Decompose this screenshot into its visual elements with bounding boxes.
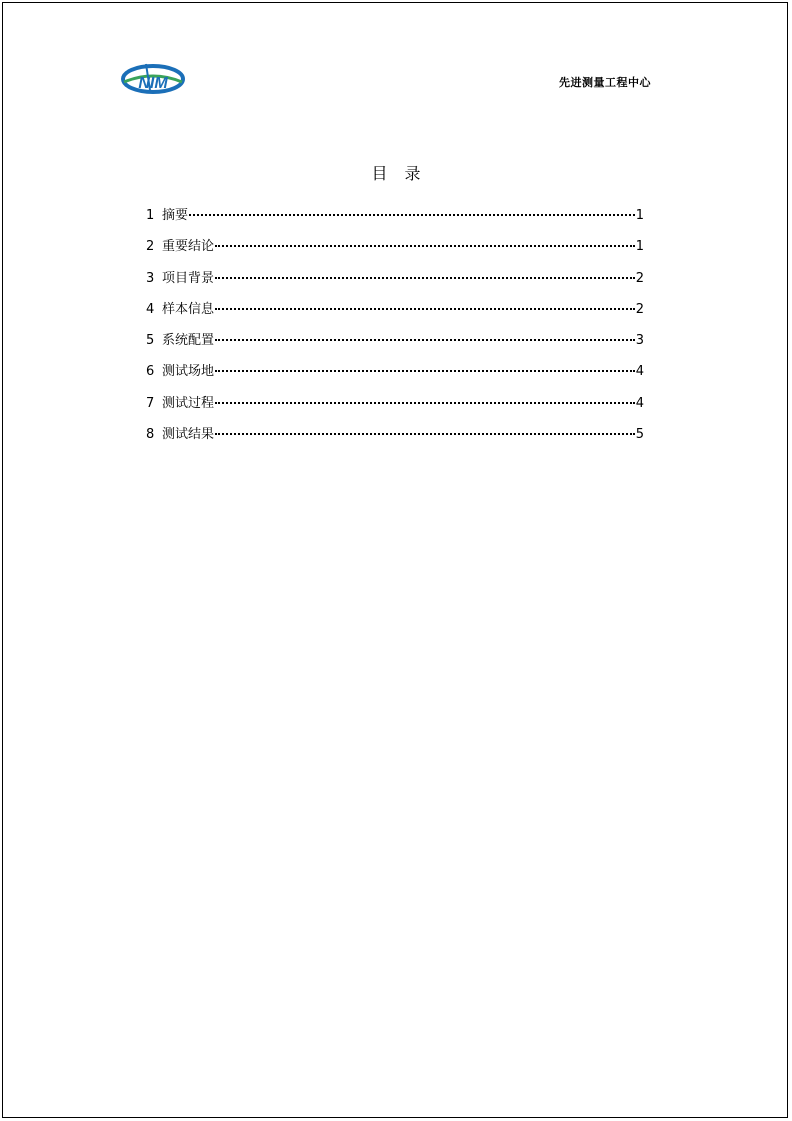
toc-entry-page: 1 bbox=[635, 239, 644, 255]
toc-entry-number: 3 bbox=[146, 270, 155, 286]
toc-entry-page: 3 bbox=[635, 333, 644, 349]
dot-leader bbox=[215, 277, 635, 279]
dot-leader bbox=[215, 308, 635, 310]
toc-entry-number: 2 bbox=[146, 239, 155, 255]
toc-entry-label: 摘要 bbox=[162, 208, 189, 223]
toc-entry-page: 5 bbox=[635, 427, 644, 443]
toc-entry[interactable] bbox=[146, 423, 644, 454]
dot-leader bbox=[215, 339, 635, 341]
toc-entry[interactable] bbox=[146, 235, 644, 266]
toc-entry-label: 样本信息 bbox=[162, 301, 215, 317]
toc-entry[interactable] bbox=[146, 360, 644, 391]
toc-title: 目 录 bbox=[371, 164, 427, 183]
logo-text: NIM bbox=[138, 75, 168, 92]
toc-entry-number: 4 bbox=[146, 301, 155, 317]
toc-entry-label: 重要结论 bbox=[162, 239, 215, 255]
toc-entry-label: 测试场地 bbox=[162, 364, 215, 380]
toc-entry[interactable] bbox=[146, 298, 644, 329]
toc-entry-page: 2 bbox=[635, 301, 644, 317]
toc-entry-label: 测试过程 bbox=[162, 395, 215, 411]
toc-entry-label: 测试结果 bbox=[162, 427, 215, 443]
table-of-contents bbox=[146, 204, 644, 454]
toc-entry[interactable] bbox=[146, 204, 644, 235]
dot-leader bbox=[215, 433, 635, 435]
organization-name: 先进测量工程中心 bbox=[559, 76, 651, 89]
toc-entry-page: 4 bbox=[635, 364, 644, 380]
nim-logo bbox=[120, 60, 186, 98]
toc-entry[interactable] bbox=[146, 267, 644, 298]
toc-entry-page: 2 bbox=[635, 270, 644, 286]
toc-entry-number: 7 bbox=[146, 395, 155, 411]
toc-entry-number: 5 bbox=[146, 333, 155, 349]
toc-entry[interactable] bbox=[146, 329, 644, 360]
toc-entry-number: 8 bbox=[146, 427, 155, 443]
dot-leader bbox=[215, 370, 635, 372]
toc-entry-number: 6 bbox=[146, 364, 155, 380]
toc-entry[interactable] bbox=[146, 392, 644, 423]
dot-leader bbox=[189, 214, 635, 216]
toc-entry-label: 项目背景 bbox=[162, 270, 215, 286]
dot-leader bbox=[215, 402, 635, 404]
dot-leader bbox=[215, 245, 635, 247]
toc-entry-page: 4 bbox=[635, 395, 644, 411]
toc-entry-number: 1 bbox=[146, 208, 155, 223]
toc-entry-page: 1 bbox=[635, 208, 644, 223]
toc-entry-label: 系统配置 bbox=[162, 333, 215, 349]
